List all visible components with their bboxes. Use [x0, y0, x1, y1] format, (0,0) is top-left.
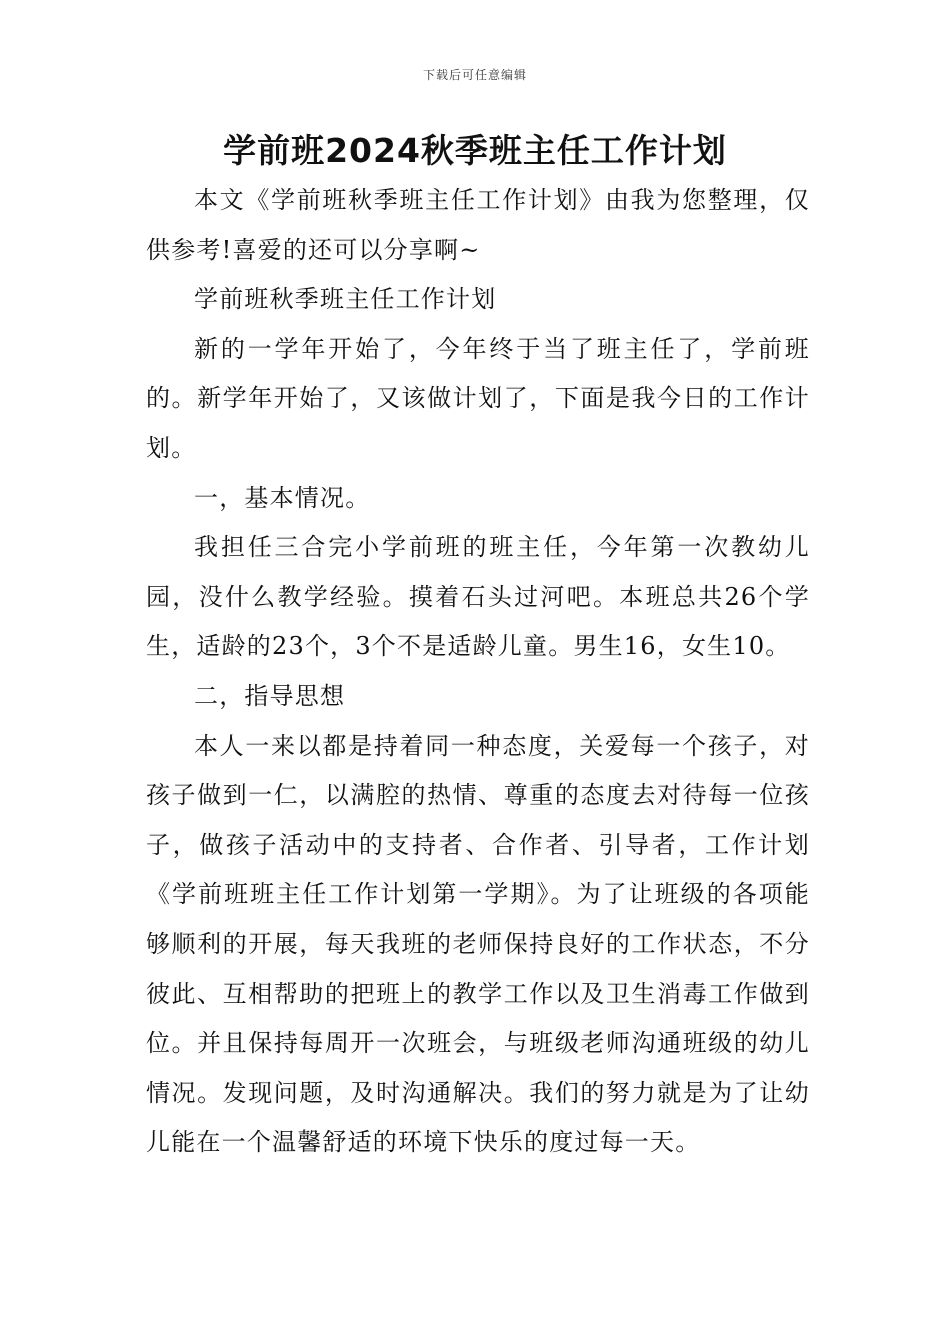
document-body — [146, 176, 810, 1168]
paragraph-intro: 本文《学前班秋季班主任工作计划》由我为您整理，仅供参考!喜爱的还可以分享啊~ — [146, 186, 810, 264]
paragraph-guiding-thought: 本人一来以都是持着同一种态度，关爱每一个孩子，对孩子做到一仁，以满腔的热情、尊重的态度去对待每一位孩子，做孩子活动中的支持者、合作者、引导者，工作计划《学前班班主任工作计划第一学期》。为了让班级的各项能够顺利的开展，每天我班的老师保持良好的工作状态，不分彼此、互相帮助的把班上的教学工作以及卫生消毒工作做到位。并且保持每周开一次班会，与班级老师沟通班级的幼儿情况。发现问题，及时沟通解决。我们的努力就是为了让幼儿能在一个温馨舒适的环境下快乐的度过每一天。 — [146, 731, 810, 1157]
section-heading-basic: 一，基本情况。 — [194, 483, 371, 512]
paragraph-opening: 新的一学年开始了，今年终于当了班主任了，学前班的。新学年开始了，又该做计划了，下面是我今日的工作计划。 — [146, 334, 810, 462]
section-heading-guiding: 二，指导思想 — [194, 681, 346, 710]
document-title: 学前班2024秋季班主任工作计划 — [223, 131, 727, 170]
paragraph-basic-situation: 我担任三合完小学前班的班主任，今年第一次教幼儿园，没什么教学经验。摸着石头过河吧。本班总共26个学生，适龄的23个，3个不是适龄儿童。男生16，女生10。 — [146, 533, 810, 661]
header-note: 下载后可任意编辑 — [422, 68, 527, 82]
paragraph-subtitle: 学前班秋季班主任工作计划 — [194, 285, 497, 314]
